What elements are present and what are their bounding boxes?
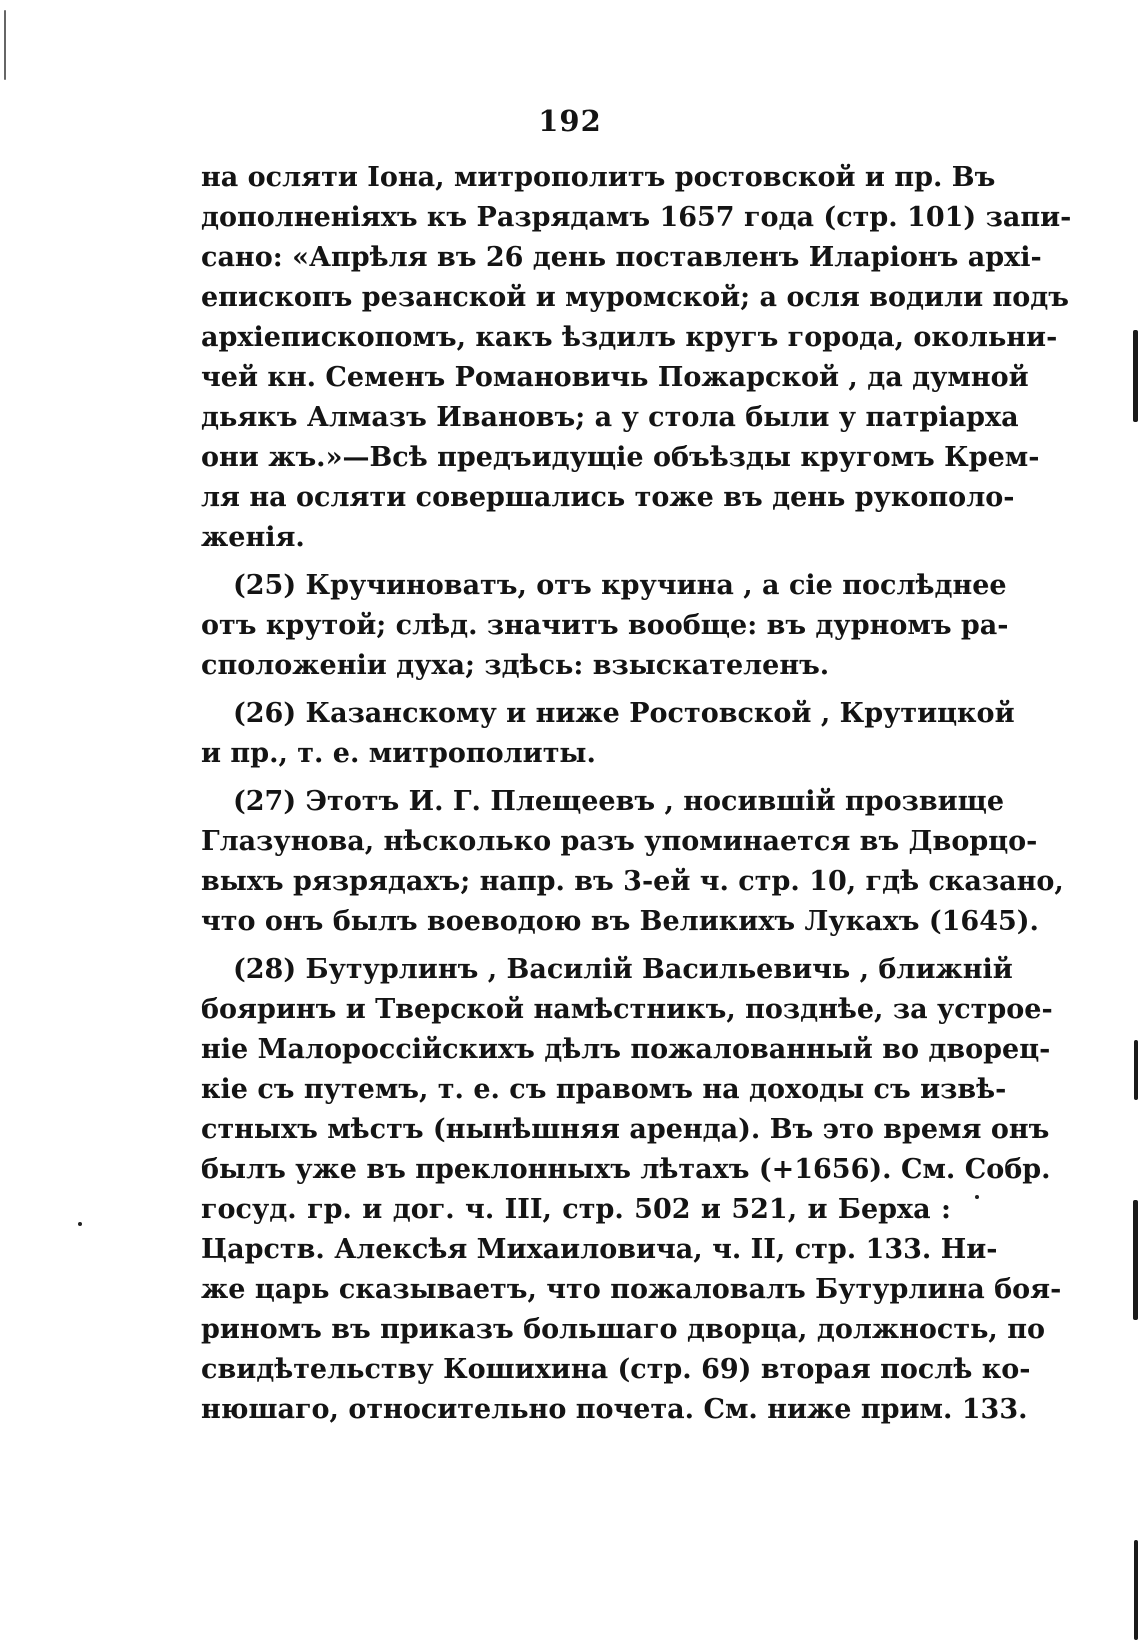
text-line: же царь сказываетъ, что пожаловалъ Бутурлина боя- [201, 1274, 1062, 1305]
scan-dot [78, 1222, 82, 1226]
text-line: (28) Бутурлинъ , Василій Васильевичь , ближній [233, 954, 1013, 985]
text-line: Царств. Алексѣя Михаиловича, ч. II, стр. 133. Ни- [201, 1234, 998, 1265]
text-line: отъ крутой; слѣд. значитъ вообще: въ дурномъ ра- [201, 610, 1009, 641]
text-line: сположеніи духа; здѣсь: взыскателенъ. [201, 650, 830, 681]
text-line: епископъ резанской и муромской; а осля водили подъ [201, 282, 1070, 313]
scan-edge-mark [1133, 330, 1138, 422]
text-line: Глазунова, нѣсколько разъ упоминается въ Дворцо- [201, 826, 1038, 857]
text-line: стныхъ мѣстъ (нынѣшняя аренда). Въ это время онъ [201, 1114, 1050, 1145]
text-line: дополненіяхъ къ Разрядамъ 1657 года (стр. 101) запи- [201, 202, 1072, 233]
footnote-28 [201, 950, 1062, 1430]
text-line: бояринъ и Тверской намѣстникъ, позднѣе, за устрое- [201, 994, 1053, 1025]
page-body [201, 158, 1072, 1438]
text-line: и пр., т. е. митрополиты. [201, 738, 596, 769]
text-line: ля на осляти совершались тоже въ день рукополо- [201, 482, 1015, 513]
text-line: госуд. гр. и дог. ч. III, стр. 502 и 521, и Берха : [201, 1194, 951, 1225]
scan-edge-mark [1134, 1540, 1138, 1640]
text-line: дьякъ Алмазъ Ивановъ; а у стола были у патріарха [201, 402, 1019, 433]
text-line: чей кн. Семенъ Романовичь Пожарской , да думной [201, 362, 1029, 393]
text-line: нюшаго, относительно почета. См. ниже прим. 133. [201, 1394, 1028, 1425]
paragraph [201, 158, 1072, 558]
footnote-26 [201, 694, 1015, 774]
text-line: свидѣтельству Кошихина (стр. 69) вторая послѣ ко- [201, 1354, 1031, 1385]
text-line: они жъ.»—Всѣ предъидущіе объѣзды кругомъ Крем- [201, 442, 1040, 473]
scan-dot [975, 1195, 979, 1199]
text-line: ніе Малороссійскихъ дѣлъ пожалованный во дворец- [201, 1034, 1051, 1065]
footnote-27 [201, 782, 1064, 942]
text-line: сано: «Апрѣля въ 26 день поставленъ Иларіонъ архі- [201, 242, 1042, 273]
text-line: женія. [201, 522, 305, 553]
text-line: кіе съ путемъ, т. е. съ правомъ на доходы съ извѣ- [201, 1074, 1007, 1105]
scan-edge-mark [1134, 1040, 1138, 1100]
text-line: выхъ рязрядахъ; напр. въ 3-ей ч. стр. 10, гдѣ сказано, [201, 866, 1064, 897]
text-line: на осляти Іона, митрополитъ ростовской и пр. Въ [201, 162, 996, 193]
text-line: архіепископомъ, какъ ѣздилъ кругъ города, окольни- [201, 322, 1058, 353]
text-line: что онъ былъ воеводою въ Великихъ Лукахъ (1645). [201, 906, 1039, 937]
text-line: былъ уже въ преклонныхъ лѣтахъ (+1656). См. Собр. [201, 1154, 1051, 1185]
text-line: (26) Казанскому и ниже Ростовской , Крутицкой [233, 698, 1015, 729]
scan-edge-mark [1133, 1200, 1138, 1320]
page-number: 192 [538, 104, 602, 138]
text-line: (25) Кручиноватъ, отъ кручина , а сіе послѣднее [233, 570, 1007, 601]
text-line: риномъ въ приказъ большаго дворца, должность, по [201, 1314, 1045, 1345]
text-line: (27) Этотъ И. Г. Плещеевъ , носившій прозвище [233, 786, 1005, 817]
scan-edge-mark [4, 10, 6, 80]
footnote-25 [201, 566, 1009, 686]
